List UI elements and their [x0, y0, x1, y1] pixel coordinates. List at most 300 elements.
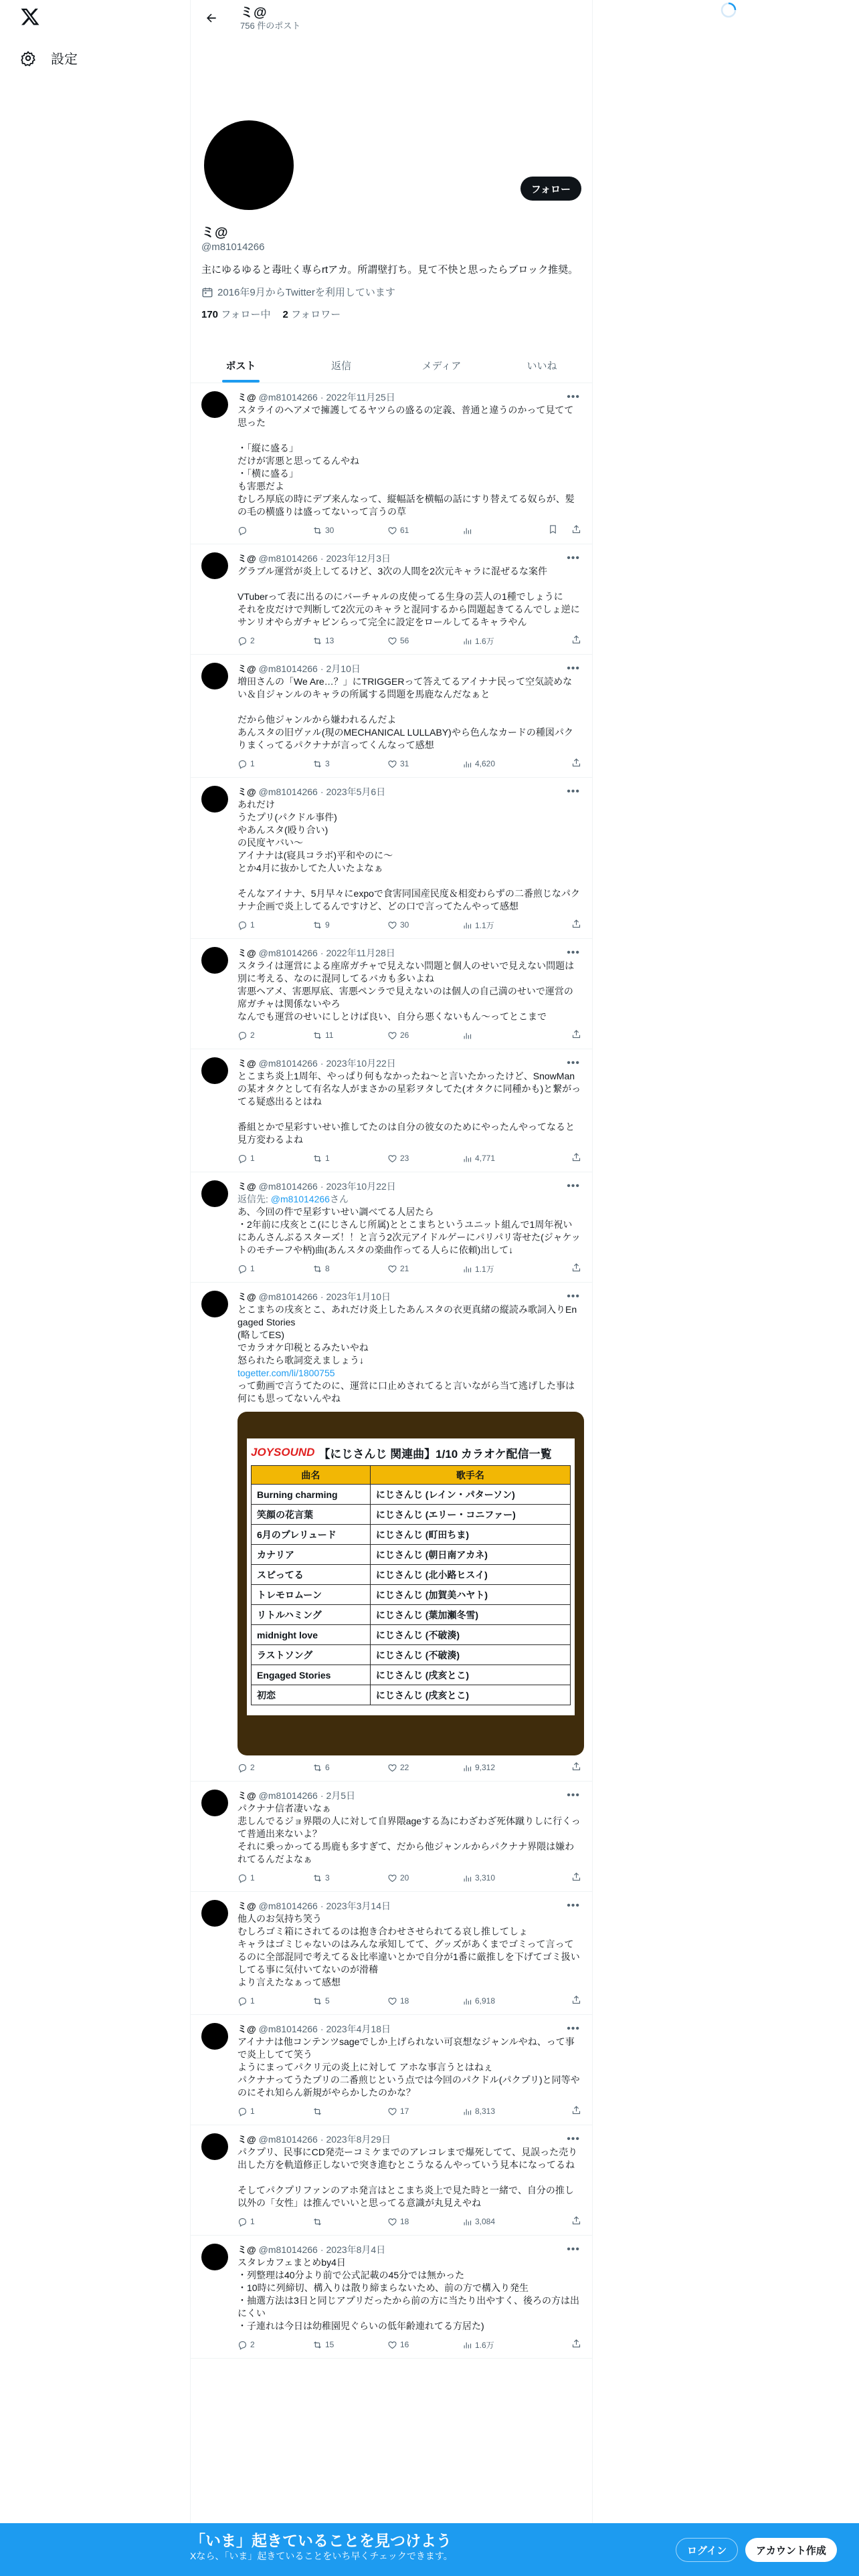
- share-icon: [571, 1761, 581, 1772]
- heart-icon: [387, 2340, 397, 2350]
- tab-posts[interactable]: ポスト: [191, 348, 291, 383]
- share-button[interactable]: [571, 1029, 581, 1041]
- tweet-date[interactable]: 2023年3月14日: [326, 1901, 391, 1911]
- retweet-icon: [312, 1996, 322, 2006]
- like-count: 20: [400, 1873, 409, 1883]
- more-options-icon[interactable]: •••: [567, 1291, 580, 1302]
- reply-button[interactable]: [237, 1763, 312, 1773]
- tweet-actions: [237, 2215, 581, 2228]
- view-count: 1.1万: [475, 920, 494, 930]
- retweet-button[interactable]: [312, 636, 387, 646]
- tweet-author-name[interactable]: ミ@: [237, 1181, 256, 1192]
- reply-count: 2: [250, 1031, 255, 1040]
- karaoke-title-text: 【にじさんじ 関連曲】1/10 カラオケ配信一覧: [318, 1447, 552, 1461]
- bookmark-icon: [548, 524, 558, 534]
- tweet-text: パクプリ、民事にCD発売ーコミケまでのアレコレまで爆死してて、見誤った売り出した方を軌道修正しないで突き進むとこうなるんやっていう見本になってるね そしてパクプリファンのアホ発言はとこまち炎上で見た時と一緒で、自分の推し以外の「女性」は推んでいいと思ってる意識が丸見えやね: [237, 2147, 578, 2208]
- views-icon: [462, 526, 472, 536]
- tweet-text: スタライのヘアメで擁護してるヤツらの盛るの定義、普通と違うのかって見てて思った ・「縦に盛る」 だけが害悪と思ってるんやね ・「横に盛る」 も害悪だよ むしろ厚底の時にデブ来んなって、縦幅話を横幅の話にすり替えてる奴らが、髪の毛の横盛りは盛ってないって言うの草: [237, 405, 575, 517]
- retweet-button[interactable]: [312, 1154, 387, 1164]
- reply-button[interactable]: [237, 1996, 312, 2006]
- like-count: 18: [400, 2217, 409, 2226]
- tweet-text: アイナナは他コンテンツsageでしか上げられない可哀想なジャンルやね、って事で炎上してて笑う ようにまってパクリ元の炎上に対して アホな事言うとはねぇ パクナナってうたプリの二番煎じという点では今回のパクドル(パクプリ)と同等やのにそれ知らん新規がやらかしたのかな？: [237, 2036, 580, 2098]
- tweet-date[interactable]: 2月10日: [326, 663, 361, 674]
- share-icon: [571, 524, 581, 534]
- gear-icon: [20, 50, 36, 66]
- share-button[interactable]: [571, 758, 581, 770]
- tweet-date[interactable]: 2023年8月29日: [326, 2134, 391, 2145]
- retweet-button[interactable]: [312, 1996, 387, 2006]
- reply-button[interactable]: [237, 2340, 312, 2350]
- signup-button[interactable]: アカウント作成: [745, 2538, 837, 2562]
- tweet-actions: [237, 1029, 581, 1042]
- reply-icon: [237, 1873, 248, 1883]
- like-button[interactable]: [387, 759, 462, 769]
- like-button[interactable]: [387, 1031, 462, 1041]
- tweet[interactable]: [191, 2015, 592, 2125]
- left-nav: [0, 0, 190, 2576]
- tweet-avatar[interactable]: [201, 1057, 228, 1084]
- tweet[interactable]: [191, 544, 592, 655]
- karaoke-artist: にじさんじ (加賀美ハヤト): [370, 1585, 570, 1605]
- share-button[interactable]: [571, 919, 581, 931]
- tweet-text: とこまちの戌亥とこ、あれだけ炎上したあんスタの衣更真緒の縦読み歌詞入りEngaged Stories (略してES) でカラオケ印税とるみたいやね 怒られたら歌詞変えましょう↓: [237, 1304, 577, 1366]
- views-icon: [462, 2340, 472, 2350]
- karaoke-row: [252, 1685, 571, 1705]
- tweet-actions: [237, 1871, 581, 1885]
- profile-avatar[interactable]: [204, 120, 294, 210]
- share-button[interactable]: [571, 2216, 581, 2228]
- tweet-date[interactable]: 2023年10月22日: [326, 1058, 396, 1069]
- heart-icon: [387, 2107, 397, 2117]
- karaoke-song: 笑顔の花言葉: [252, 1505, 371, 1525]
- like-count: 22: [400, 1763, 409, 1772]
- retweet-button[interactable]: [312, 1031, 387, 1041]
- tweet-author-name[interactable]: ミ@: [237, 392, 256, 403]
- tweet-author-name[interactable]: ミ@: [237, 2244, 256, 2255]
- like-button[interactable]: [387, 1763, 462, 1773]
- views-icon: [462, 636, 472, 646]
- like-button[interactable]: [387, 636, 462, 646]
- retweet-count: 15: [325, 2340, 335, 2349]
- views-button[interactable]: [462, 1263, 537, 1275]
- retweet-icon: [312, 1031, 322, 1041]
- profile-handle: @m81014266: [201, 241, 265, 253]
- view-count: 3,310: [475, 1873, 496, 1883]
- tweet-author-name[interactable]: ミ@: [237, 1790, 256, 1801]
- karaoke-artist: にじさんじ (戌亥とこ): [370, 1665, 570, 1685]
- more-options-icon[interactable]: •••: [567, 2244, 580, 2255]
- karaoke-row: [252, 1665, 571, 1685]
- share-button[interactable]: [571, 1872, 581, 1884]
- tweet-date[interactable]: 2022年11月25日: [326, 392, 395, 403]
- tweet-date[interactable]: 2022年11月28日: [326, 948, 395, 958]
- tweet[interactable]: [191, 1172, 592, 1283]
- like-button[interactable]: [387, 1154, 462, 1164]
- tweet-date[interactable]: 2023年1月10日: [326, 1291, 391, 1302]
- reply-count: 2: [250, 2340, 255, 2349]
- tweet-author-name[interactable]: ミ@: [237, 553, 256, 564]
- tweet-author-handle[interactable]: @m81014266: [258, 2134, 318, 2145]
- tweet-avatar[interactable]: [201, 552, 228, 579]
- retweet-count: 9: [325, 920, 330, 930]
- retweet-icon: [312, 920, 322, 930]
- reply-count: 1: [250, 1996, 255, 2006]
- more-options-icon[interactable]: •••: [567, 552, 580, 564]
- tweet-actions: [237, 2105, 581, 2118]
- more-options-icon[interactable]: •••: [567, 2023, 580, 2034]
- like-button[interactable]: [387, 1873, 462, 1883]
- tweet-text-continued: って動画で言うてたのに、運営に口止めされてると言いながら当て逃げした事は何にも思ってないんやね: [237, 1380, 575, 1404]
- back-button[interactable]: [200, 7, 223, 29]
- views-button[interactable]: [462, 759, 537, 769]
- share-button[interactable]: [571, 524, 581, 536]
- views-button[interactable]: [462, 920, 537, 931]
- tweet-header: [237, 1180, 581, 1193]
- tweet[interactable]: [191, 778, 592, 939]
- profile-tabs: [191, 348, 592, 383]
- more-options-icon[interactable]: •••: [567, 1057, 580, 1069]
- tweet-actions: [237, 1994, 581, 2008]
- views-button[interactable]: [462, 2217, 537, 2227]
- profile-header-bar: [191, 0, 592, 35]
- tweet-link[interactable]: togetter.com/li/1800755: [237, 1368, 335, 1378]
- tweet-text: あ、今回の件で星彩すいせい調べてる人居たら ・2年前に戌亥とこ(にじさんじ所属)ととこまちというユニット組んで1周年祝いにあんさんぶるスターズ！！と言う2次元アイドルゲーにパリパリ寄せた(ジャケットのモチーフや柄)曲(あんスタの楽曲作ってる人らに依頼)出して↓: [237, 1206, 581, 1255]
- share-icon: [571, 1029, 581, 1039]
- tweet-author-name[interactable]: ミ@: [237, 2134, 256, 2145]
- reply-count: 1: [250, 2217, 255, 2226]
- tweet-author-name[interactable]: ミ@: [237, 663, 256, 674]
- reply-button[interactable]: [237, 920, 312, 930]
- tweet[interactable]: [191, 1782, 592, 1892]
- views-icon: [462, 1154, 472, 1164]
- tweet-header: [237, 1291, 581, 1303]
- tweet-avatar[interactable]: [201, 786, 228, 813]
- tweet-author-name[interactable]: ミ@: [237, 1058, 256, 1069]
- tweet-text: スタライは運営による座席ガチャで見えない問題と個人のせいで見えない問題は別に考える、なのに混同してるバカも多いよね 害悪ヘアメ、害悪厚底、害悪ペンラで見えないのは個人の自己満のせいで運営の席ガチャは関係ないやろ なんでも運営のせいにしとけば良い、自分ら悪くないもん〜ってとこまで: [237, 960, 575, 1022]
- karaoke-row: [252, 1625, 571, 1645]
- tweet-header: [237, 947, 581, 960]
- heart-icon: [387, 2217, 397, 2227]
- karaoke-artist: にじさんじ (町田ちま): [370, 1525, 570, 1545]
- tweet-author-name[interactable]: ミ@: [237, 2024, 256, 2034]
- tweet-author-name[interactable]: ミ@: [237, 1901, 256, 1911]
- share-icon: [571, 1152, 581, 1162]
- tweet-avatar[interactable]: [201, 2244, 228, 2270]
- view-count: 1.6万: [475, 2340, 494, 2350]
- retweet-button[interactable]: [312, 920, 387, 930]
- profile-joined-text: 2016年9月からTwitterを利用しています: [217, 287, 395, 298]
- tweet[interactable]: [191, 2236, 592, 2359]
- more-options-icon[interactable]: •••: [567, 663, 580, 674]
- view-count: 4,771: [475, 1154, 496, 1163]
- reply-button[interactable]: [237, 1873, 312, 1883]
- more-options-icon[interactable]: •••: [567, 786, 580, 797]
- retweet-button[interactable]: [312, 1264, 387, 1274]
- views-button[interactable]: [462, 1873, 537, 1883]
- tweet-author-handle[interactable]: @m81014266: [258, 392, 318, 403]
- karaoke-song: 初恋: [252, 1685, 371, 1705]
- tweet-avatar[interactable]: [201, 391, 228, 418]
- tweet-avatar[interactable]: [201, 663, 228, 689]
- heart-icon: [387, 1996, 397, 2006]
- like-button[interactable]: [387, 526, 462, 536]
- x-logo-icon[interactable]: [20, 7, 40, 27]
- share-button[interactable]: [571, 1263, 581, 1275]
- profile-name: ミ@: [201, 225, 228, 240]
- tab-likes[interactable]: いいね: [527, 360, 557, 372]
- like-count: 16: [400, 2340, 409, 2349]
- tweet-author-handle[interactable]: @m81014266: [258, 948, 318, 958]
- view-count: 3,084: [475, 2217, 496, 2226]
- retweet-icon: [312, 2340, 322, 2350]
- main-column: [190, 0, 593, 2576]
- tweet-author-handle[interactable]: @m81014266: [258, 1058, 318, 1069]
- more-options-icon[interactable]: •••: [567, 1790, 580, 1801]
- header-post-count: 756 件のポスト: [240, 20, 301, 31]
- tweet-actions: [237, 1152, 581, 1165]
- karaoke-row: [252, 1525, 571, 1545]
- view-count: 6,918: [475, 1996, 496, 2006]
- retweet-icon: [312, 2217, 322, 2227]
- tweet-dot: ·: [320, 663, 324, 674]
- tweet-author-handle[interactable]: @m81014266: [258, 663, 318, 674]
- signup-banner: [0, 2523, 859, 2576]
- share-button[interactable]: [571, 635, 581, 647]
- views-icon: [462, 1031, 472, 1041]
- retweet-icon: [312, 526, 322, 536]
- tweet-dot: ·: [320, 1790, 324, 1801]
- share-button[interactable]: [571, 1995, 581, 2007]
- reply-to-prefix: 返信先:: [237, 1194, 271, 1204]
- share-button[interactable]: [571, 1152, 581, 1164]
- retweet-icon: [312, 1264, 322, 1274]
- following-count: 170: [201, 309, 219, 320]
- tweet[interactable]: [191, 939, 592, 1049]
- retweet-count: 1: [325, 1154, 330, 1163]
- tweet-author-handle[interactable]: @m81014266: [258, 1181, 318, 1192]
- tweet-avatar[interactable]: [201, 2133, 228, 2160]
- views-icon: [462, 1996, 472, 2006]
- tweet-author-handle[interactable]: @m81014266: [258, 1790, 318, 1801]
- tweet-avatar[interactable]: [201, 947, 228, 974]
- views-icon: [462, 920, 472, 930]
- views-button[interactable]: [462, 1031, 537, 1041]
- retweet-button[interactable]: [312, 1763, 387, 1773]
- tweet[interactable]: [191, 1049, 592, 1172]
- tweet-avatar[interactable]: [201, 1900, 228, 1927]
- tweet-dot: ·: [320, 2024, 324, 2034]
- reply-count: 1: [250, 1154, 255, 1163]
- view-count: 1.1万: [475, 1264, 494, 1274]
- tweet-reply-to: [237, 1193, 581, 1206]
- reply-icon: [237, 2107, 248, 2117]
- like-button[interactable]: [387, 1264, 462, 1274]
- tweet-author-handle[interactable]: @m81014266: [258, 786, 318, 797]
- reply-icon: [237, 1763, 248, 1773]
- karaoke-song: スピってる: [252, 1565, 371, 1585]
- tweet-dot: ·: [320, 1291, 324, 1302]
- karaoke-row: [252, 1605, 571, 1625]
- views-icon: [462, 2217, 472, 2227]
- like-button[interactable]: [387, 1996, 462, 2006]
- tweet-date[interactable]: 2月5日: [326, 1790, 356, 1801]
- like-button[interactable]: [387, 2340, 462, 2350]
- share-icon: [571, 1995, 581, 2005]
- views-button[interactable]: [462, 526, 537, 536]
- tweet-author-name[interactable]: ミ@: [237, 1291, 256, 1302]
- more-options-icon[interactable]: •••: [567, 1180, 580, 1192]
- tweet-date[interactable]: 2023年12月3日: [326, 553, 391, 564]
- tweet-avatar[interactable]: [201, 1180, 228, 1207]
- tweet[interactable]: [191, 655, 592, 778]
- tweet[interactable]: [191, 2125, 592, 2236]
- share-button[interactable]: [571, 2105, 581, 2117]
- tweet[interactable]: [191, 1892, 592, 2015]
- reply-button[interactable]: [237, 636, 312, 646]
- tweet-author-handle[interactable]: @m81014266: [258, 1901, 318, 1911]
- views-button[interactable]: [462, 1763, 537, 1773]
- views-button[interactable]: [462, 2107, 537, 2117]
- share-icon: [571, 635, 581, 645]
- reply-icon: [237, 920, 248, 930]
- tweet-header: [237, 663, 581, 675]
- like-button[interactable]: [387, 2217, 462, 2227]
- karaoke-row: [252, 1585, 571, 1605]
- tweet-author-handle[interactable]: @m81014266: [258, 2244, 318, 2255]
- share-icon: [571, 2339, 581, 2349]
- tweet-author-handle[interactable]: @m81014266: [258, 1291, 318, 1302]
- tweet-text: グラブル運営が炎上してるけど、3次の人間を2次元キャラに混ぜるな案件 VTuberって表に出るのにバーチャルの皮使ってる生身の芸人の1種でしょうに それを皮だけで判断して2次元のキャラと混同するから問題起きてるんでしょ逆にサンリオやらガチャピンらって完全に設定をロールしてるキャラやん: [237, 566, 580, 627]
- share-button[interactable]: [571, 2339, 581, 2351]
- tweet-date[interactable]: 2023年8月4日: [326, 2244, 386, 2255]
- reply-count: 2: [250, 1763, 255, 1772]
- karaoke-artist: にじさんじ (葉加瀬冬雪): [370, 1605, 570, 1625]
- more-options-icon[interactable]: •••: [567, 2133, 580, 2145]
- karaoke-song: トレモロムーン: [252, 1585, 371, 1605]
- tweet-avatar[interactable]: [201, 1291, 228, 1317]
- follow-button[interactable]: フォロー: [520, 177, 581, 201]
- reply-icon: [237, 2217, 248, 2227]
- tweet-actions: [237, 2338, 581, 2351]
- tweet-actions: [237, 757, 581, 770]
- retweet-icon: [312, 2107, 322, 2117]
- retweet-button[interactable]: [312, 1873, 387, 1883]
- tweet-avatar[interactable]: [201, 2023, 228, 2050]
- karaoke-song: カナリア: [252, 1545, 371, 1565]
- reply-icon: [237, 1264, 248, 1274]
- tweet-author-handle[interactable]: @m81014266: [258, 553, 318, 564]
- reply-count: 1: [250, 1873, 255, 1883]
- more-options-icon[interactable]: •••: [567, 947, 580, 958]
- header-name: ミ@: [240, 5, 267, 20]
- karaoke-row: [252, 1505, 571, 1525]
- like-button[interactable]: [387, 920, 462, 930]
- tweet-author-handle[interactable]: @m81014266: [258, 2024, 318, 2034]
- like-count: 21: [400, 1264, 409, 1273]
- views-button[interactable]: [462, 1154, 537, 1164]
- tweet[interactable]: [191, 383, 592, 544]
- followers-link[interactable]: [282, 307, 341, 321]
- more-options-icon[interactable]: •••: [567, 1900, 580, 1911]
- retweet-button[interactable]: [312, 2217, 387, 2227]
- retweet-button[interactable]: [312, 526, 387, 536]
- following-link[interactable]: [201, 307, 270, 321]
- bookmark-button[interactable]: [548, 524, 558, 536]
- reply-icon: [237, 526, 248, 536]
- reply-to-handle[interactable]: @m81014266: [270, 1194, 330, 1204]
- reply-button[interactable]: [237, 2107, 312, 2117]
- reply-button[interactable]: [237, 1154, 312, 1164]
- tweet-dot: ·: [320, 392, 324, 403]
- tweet-author-name[interactable]: ミ@: [237, 786, 256, 797]
- tweet[interactable]: [191, 1283, 592, 1782]
- tweet-text: スタレカフェまとめby4日 ・列整理は40分より前で公式記載の45分では無かった ・10時に列締切、構入りは散り締まらないため、前の方で構入り発生 ・抽選方法は3日と同じアプリだったから前の方に当たり出やすく、後ろの方は出にくい ・子連れは今日は幼稚園児ぐらいの低年齢連れてる方居た): [237, 2257, 579, 2331]
- karaoke-col-song: 曲名: [252, 1466, 371, 1485]
- tab-replies[interactable]: 返信: [330, 360, 351, 372]
- following-label: フォロー中: [221, 309, 271, 320]
- reply-button[interactable]: [237, 2217, 312, 2227]
- tweet-date[interactable]: 2023年5月6日: [326, 786, 386, 797]
- karaoke-artist: にじさんじ (戌亥とこ): [370, 1685, 570, 1705]
- retweet-icon: [312, 1873, 322, 1883]
- tweet-header: [237, 391, 581, 404]
- views-icon: [462, 759, 472, 769]
- retweet-count: 11: [325, 1031, 334, 1040]
- tweet-header: [237, 1790, 581, 1802]
- reply-button[interactable]: [237, 1264, 312, 1274]
- tweet-dot: ·: [320, 1901, 324, 1911]
- share-button[interactable]: [571, 1761, 581, 1774]
- like-count: 30: [400, 920, 409, 930]
- views-button[interactable]: [462, 1996, 537, 2006]
- tweet-author-name[interactable]: ミ@: [237, 948, 256, 958]
- heart-icon: [387, 526, 397, 536]
- retweet-count: 6: [325, 1763, 330, 1772]
- reply-button[interactable]: [237, 526, 312, 536]
- tweet-date[interactable]: 2023年10月22日: [326, 1181, 396, 1192]
- tweet-avatar[interactable]: [201, 1790, 228, 1816]
- like-count: 56: [400, 636, 409, 645]
- share-icon: [571, 1872, 581, 1882]
- like-button[interactable]: [387, 2107, 462, 2117]
- tweet-actions: [237, 1761, 581, 1774]
- tab-media[interactable]: メディア: [421, 360, 462, 372]
- view-count: 4,620: [475, 759, 496, 768]
- tweet-date[interactable]: 2023年4月18日: [326, 2024, 391, 2034]
- views-button[interactable]: [462, 635, 537, 647]
- retweet-button[interactable]: [312, 2340, 387, 2350]
- login-button[interactable]: ログイン: [676, 2538, 738, 2562]
- karaoke-song: Engaged Stories: [252, 1665, 371, 1685]
- tweet-image[interactable]: [237, 1412, 584, 1755]
- more-options-icon[interactable]: •••: [567, 391, 580, 403]
- tweet-header: [237, 786, 581, 798]
- profile-joined: [201, 285, 583, 299]
- tweet-dot: ·: [320, 2244, 324, 2255]
- like-count: 26: [400, 1031, 409, 1040]
- reply-button[interactable]: [237, 759, 312, 769]
- nav-settings[interactable]: [20, 48, 78, 68]
- heart-icon: [387, 1763, 397, 1773]
- heart-icon: [387, 1264, 397, 1274]
- views-button[interactable]: [462, 2339, 537, 2351]
- retweet-button[interactable]: [312, 2107, 387, 2117]
- retweet-button[interactable]: [312, 759, 387, 769]
- heart-icon: [387, 1154, 397, 1164]
- karaoke-artist: にじさんじ (レイン・パターソン): [370, 1485, 570, 1505]
- reply-button[interactable]: [237, 1031, 312, 1041]
- heart-icon: [387, 920, 397, 930]
